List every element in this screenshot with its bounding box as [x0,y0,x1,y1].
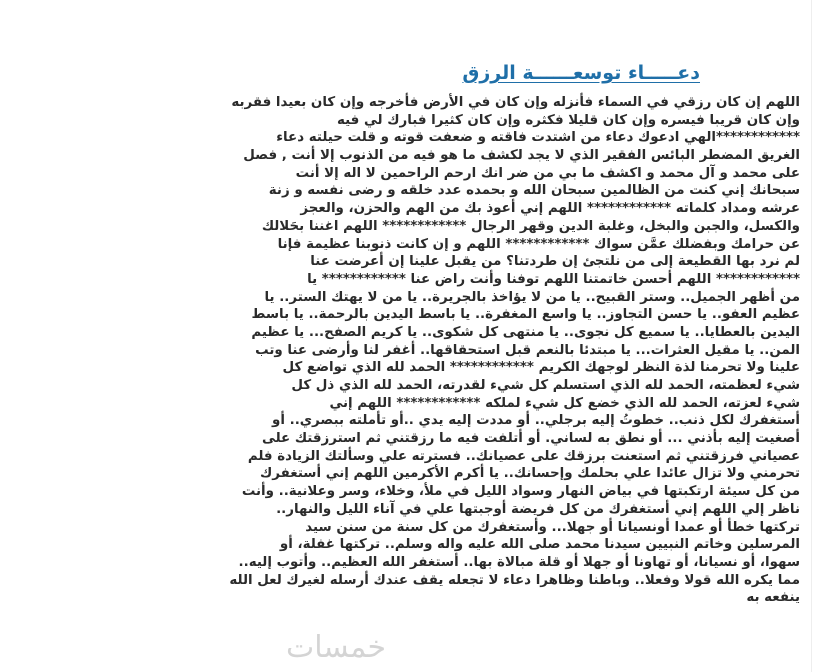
text-line: عن حرامك وبفضلك عمَّن سواك ************ اللهم و إن كانت ذنوبنا عظيمة فإنا [277,236,800,252]
text-line: عرشه ومداد كلماته ************ اللهم إني أعوذ بك من الهم والحزن، والعجز [300,201,800,217]
page-edge [811,0,812,672]
text-line: سهوا، أو نسيانا، أو تهاونا أو جهلا أو قلة مبالاة بها.. أستغفر الله العظيم.. وأتوب إليه.. [238,554,800,570]
text-line: وإن كان قريبا فيسره وإن كان قليلا فكثره وإن كان كثيرا فبارك لي فيه [336,112,800,128]
text-line: شيء لعزته، الحمد لله الذي خضع كل شيء لملكه ************ اللهم إني [329,395,800,411]
text-line: ينفعه به [746,590,800,606]
text-line: تحرمني ولا تزال عائدا علي بحلمك وإحسانك.. يا أكرم الأكرمين اللهم إني أستغفرك [260,466,800,482]
watermark-logo: خمسات [286,630,387,665]
text-line: على محمد و آل محمد و اكشف ما بي من ضر انك ارحم الراحمين لا اله إلا أنت [295,165,800,181]
text-line: المن.. يا مقيل العثرات... يا مبتدئا بالنعم قبل استحقاقها.. أغفر لنا وأرضى عنا وتب [255,342,800,358]
text-line: شيء لعظمته، الحمد لله الذي استسلم كل شيء لقدرته، الحمد لله الذي ذل كل [291,378,800,393]
text-line: اليدين بالعطايا.. يا سميع كل نجوى.. يا منتهى كل شكوى.. يا كريم الصفح... يا عظيم [251,324,800,340]
text-line: سبحانك إني كنت من الظالمين سبحان الله و بحمده عدد خلقه و رضى نفسه و زنة [268,183,800,199]
text-line: من أظهر الجميل.. وستر القبيح.. يا من لا يؤاخذ بالجريرة.. يا من لا يهتك الستر.. يا [264,289,800,305]
text-line: ************الهي ادعوك دعاء من اشتدت فاقته و ضعفت قوته و قلت حيلته دعاء [276,130,800,146]
text-line: المرسلين وخاتم النبيين سيدنا محمد صلى الله عليه واله وسلم.. تركتها غفلة، أو [279,537,800,553]
text-line: أصغيت إليه بأذني ... أو نطق به لساني. أو أتلفت فيه ما رزقتني ثم استرزقتك على [262,431,800,447]
text-line: علينا ولا تحرمنا لذة النظر لوجهك الكريم ************ الحمد لله الذي تواضع كل [282,360,800,376]
text-line: والكسل، والجبن والبخل، وغلبة الدين وقهر الرجال ************ اللهم اغننا بحَلالك [261,218,800,234]
document-title: دعـــــاء توسعــــــة الرزق [462,62,700,84]
text-line: أستغفرك لكل ذنب.. خطوتُ إليه برجلي.. أو مددت إليه يدي ..أو تأملته ببصري.. أو [272,413,800,429]
text-line: من كل سيئة ارتكبتها في بياض النهار وسواد الليل في ملأ، وخلاء، وسر وعلانية.. وأنت [241,484,800,500]
text-line: تركتها خطأ أو عمدا أونسيانا أو جهلا... وأستغفرك من كل سنة من سنن سيد [305,519,800,535]
text-line: عصياني فرزقتني ثم استعنت برزقك على عصيانك.. فسترته علي وسألتك الزيادة فلم [247,448,800,464]
text-line: مما يكره الله قولا وفعلا.. وباطنا وظاهرا دعاء لا تجعله يقف عندك أرسله لغيرك لعل الله [229,572,800,588]
text-line: عظيم العفو.. يا حسن التجاوز.. يا واسع المغفرة.. يا باسط اليدين بالرحمة.. يا باسط [251,307,800,323]
text-line: ************ اللهم أحسن خاتمتنا اللهم توفنا وأنت راض عنا ************ يا [307,271,800,287]
text-line: اللهم إن كان رزقي في السماء فأنزله وإن كان في الأرض فأخرجه وإن كان بعيدا فقربه [231,95,800,110]
text-line: لم نرد بها القطيعة إلى من نلتجئ إن طردتنا؟ من يقبل علينا إن أعرضت عنا [310,254,800,270]
text-line: ناظر إلي اللهم إني أستغفرك من كل فريضة أوجبتها علي في آناء الليل والنهار.. [276,501,800,517]
text-line: الغريق المضطر البائس الفقير الذي لا يجد لكشف ما هو فيه من الذنوب إلا أنت , فصل [243,148,800,164]
document-body [85,94,800,607]
